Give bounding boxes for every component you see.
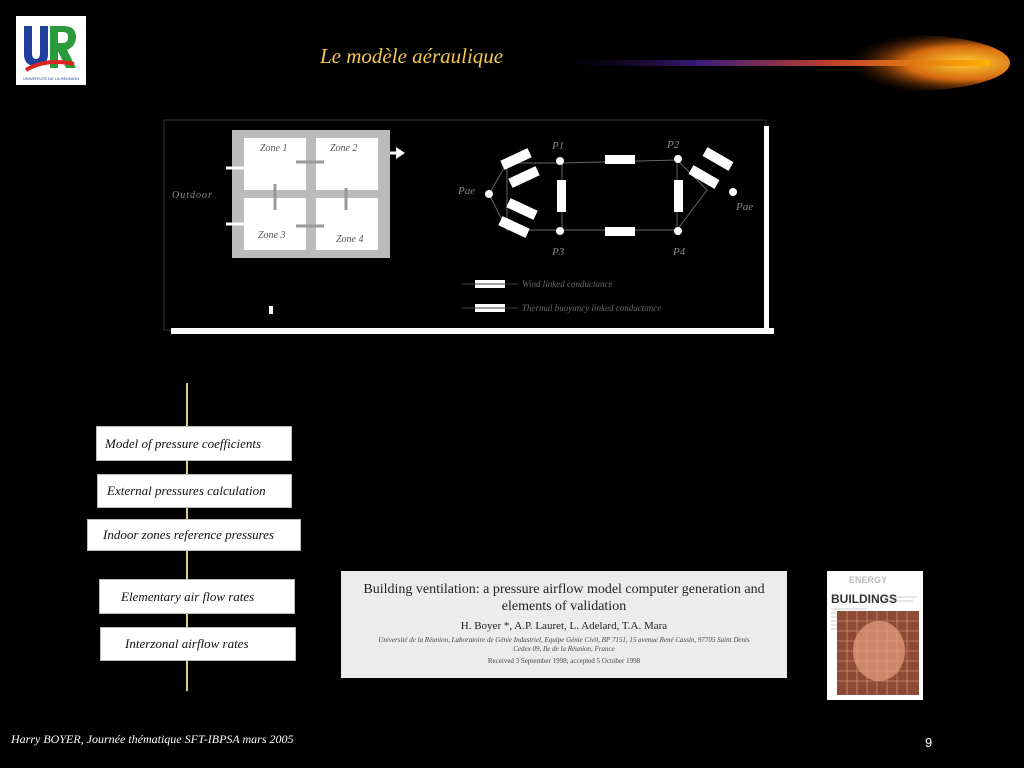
comet-decoration	[540, 32, 1010, 94]
paper-authors: H. Boyer *, A.P. Lauret, L. Adelard, T.A. Mara	[460, 620, 668, 632]
journal-cover	[827, 571, 923, 700]
model-step-elementary-air-flow	[99, 579, 295, 614]
slide-title: Le modèle aéraulique	[320, 44, 504, 68]
zone-2-label: Zone 2	[330, 143, 358, 154]
model-step-pressure-coefficients	[96, 426, 292, 461]
node-pae-left-label: Pae	[458, 185, 476, 197]
model-step-label: Interzonal airflow rates	[125, 636, 249, 651]
model-step-label: Model of pressure coefficients	[105, 435, 262, 451]
journal-name-line-1: ENERGY	[849, 575, 888, 585]
model-step-indoor-reference-pressures	[87, 519, 301, 551]
zone-1-label: Zone 1	[260, 143, 288, 154]
paper-title	[341, 581, 787, 615]
model-step-label: Indoor zones reference pressures	[103, 527, 275, 542]
airflow-network-diagram	[162, 118, 778, 340]
journal-name-line-2: BUILDINGS	[831, 592, 897, 606]
node-p1-label: P1	[552, 140, 565, 152]
university-logo	[16, 16, 86, 85]
node-p2-label: P2	[667, 139, 680, 151]
zone-3-label: Zone 3	[258, 230, 286, 241]
legend-wind-label: Wind linked conductance	[522, 279, 613, 289]
node-p3-label: P3	[552, 246, 565, 258]
paper-title-line-1: Building ventilation: a pressure airflow model computer generation and	[363, 582, 765, 597]
model-step-external-pressures	[97, 474, 292, 508]
legend-thermal-label: Thermal buoyancy linked conductance	[522, 303, 662, 313]
page-number: 9	[925, 735, 933, 750]
zone-4-label: Zone 4	[336, 234, 364, 245]
model-step-label: Elementary air flow rates	[121, 588, 255, 604]
model-step-label: External pressures calculation	[107, 483, 266, 498]
outdoor-label: Outdoor	[172, 190, 213, 201]
paper-dates: Received 3 September 1998; accepted 5 October 1998	[487, 657, 641, 665]
paper-affiliation: Université de la Réunion, Laboratoire de Génie Industriel, Equipe Génie Civil, BP 7151, 15 avenue René Cassin, 97705 Saint Denis Cedex 09, Ile de la Réunion, France	[378, 636, 750, 653]
paper-title-line-2: elements of validation	[501, 599, 627, 614]
node-p4-label: P4	[673, 246, 686, 258]
slide-footer: Harry BOYER, Journée thématique SFT-IBPSA mars 2005	[11, 732, 294, 746]
paper-reference	[341, 571, 787, 678]
logo-caption: UNIVERSITÉ DE LA RÉUNION	[22, 76, 80, 81]
node-pae-right-label: Pae	[736, 201, 754, 213]
model-step-interzonal-airflow	[100, 627, 296, 661]
